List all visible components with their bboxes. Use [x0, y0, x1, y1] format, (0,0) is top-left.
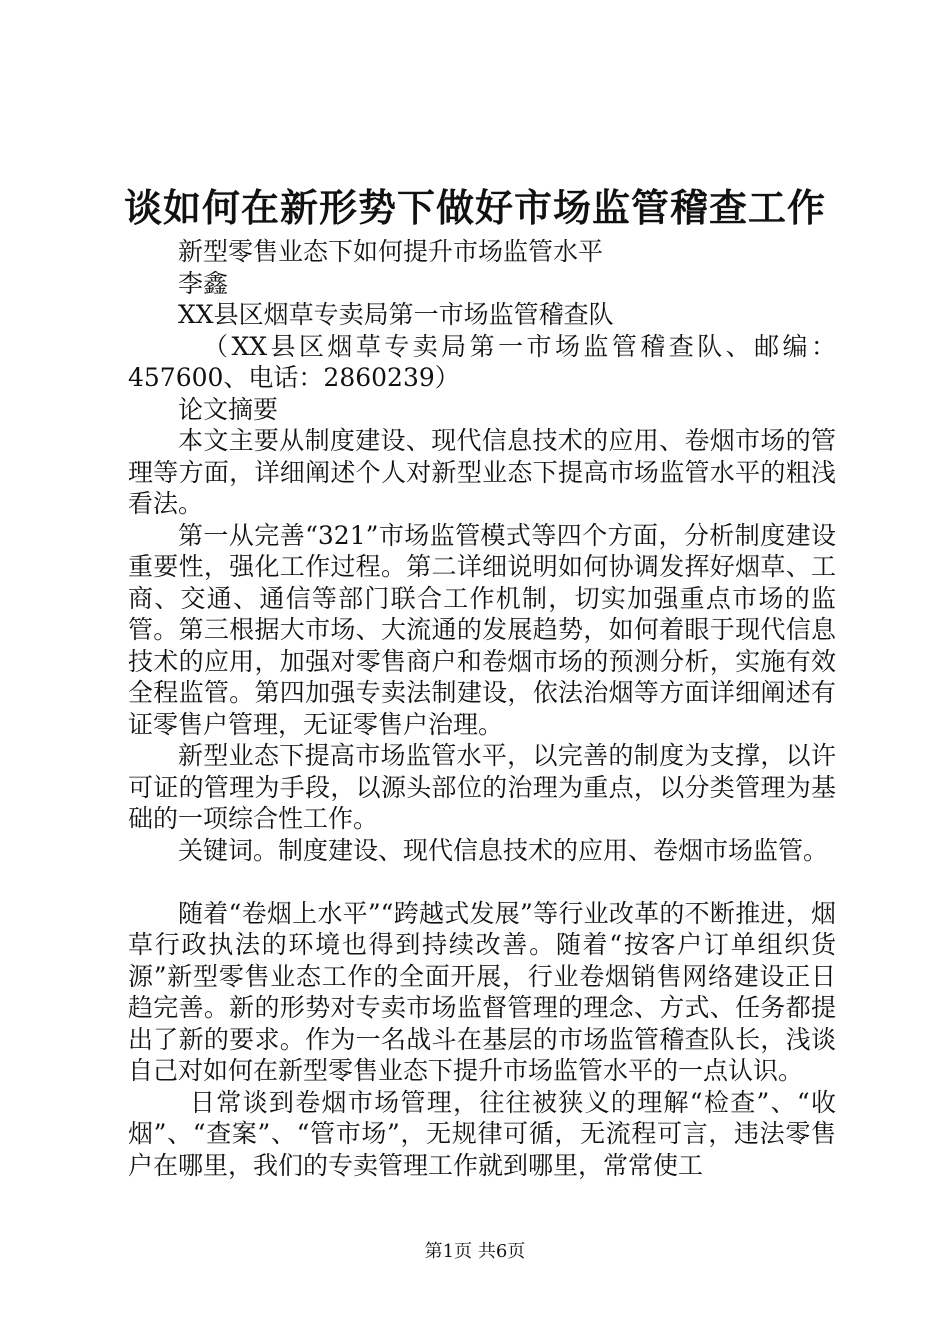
- abstract-heading: 论文摘要: [178, 394, 279, 424]
- document-body: [128, 236, 836, 1181]
- page-footer: 第1页 共6页: [424, 1241, 526, 1262]
- abstract-paragraph-1: 本文主要从制度建设、现代信息技术的应用、卷烟市场的管理等方面，详细阐述个人对新型业态下提高市场监管水平的粗浅看法。: [128, 426, 836, 518]
- document-title: 谈如何在新形势下做好市场监管稽查工作: [123, 185, 826, 230]
- contact-info: （XX县区烟草专卖局第一市场监管稽查队、邮编：457600、电话：2860239）: [128, 331, 836, 392]
- abstract-paragraph-2: 第一从完善“321”市场监管模式等四个方面，分析制度建设重要性，强化工作过程。第二详细说明如何协调发挥好烟草、工商、交通、通信等部门联合工作机制，切实加强重点市场的监管。第三根据大市场、大流通的发展趋势，如何着眼于现代信息技术的应用，加强对零售商户和卷烟市场的预测分析，实施有效全程监管。第四加强专卖法制建设，依法治烟等方面详细阐述有证零售户管理，无证零售户治理。: [128, 520, 836, 739]
- body-paragraph-2: 日常谈到卷烟市场管理，往往被狭义的理解“检查”、“收烟”、“查案”、“管市场”，无规律可循，无流程可言，违法零售户在哪里，我们的专卖管理工作就到哪里，常常使工: [128, 1087, 836, 1180]
- body-paragraph-1: 随着“卷烟上水平”“跨越式发展”等行业改革的不断推进，烟草行政执法的环境也得到持续改善。随着“按客户订单组织货源”新型零售业态工作的全面开展，行业卷烟销售网络建设正日趋完善。新的形势对专卖市场监督管理的理念、方式、任务都提出了新的要求。作为一名战斗在基层的市场监管稽查队长，浅谈自己对如何在新型零售业态下提升市场监管水平的一点认识。: [128, 898, 836, 1085]
- abstract-paragraph-3: 新型业态下提高市场监管水平，以完善的制度为支撑，以许可证的管理为手段，以源头部位的治理为重点，以分类管理为基础的一项综合性工作。: [128, 741, 836, 833]
- keywords: 关键词。制度建设、现代信息技术的应用、卷烟市场监管。: [178, 835, 829, 865]
- organization: XX县区烟草专卖局第一市场监管稽查队: [178, 300, 614, 329]
- blank-line: [128, 866, 836, 898]
- subtitle: 新型零售业态下如何提升市场监管水平: [178, 237, 604, 266]
- author: 李鑫: [178, 268, 229, 298]
